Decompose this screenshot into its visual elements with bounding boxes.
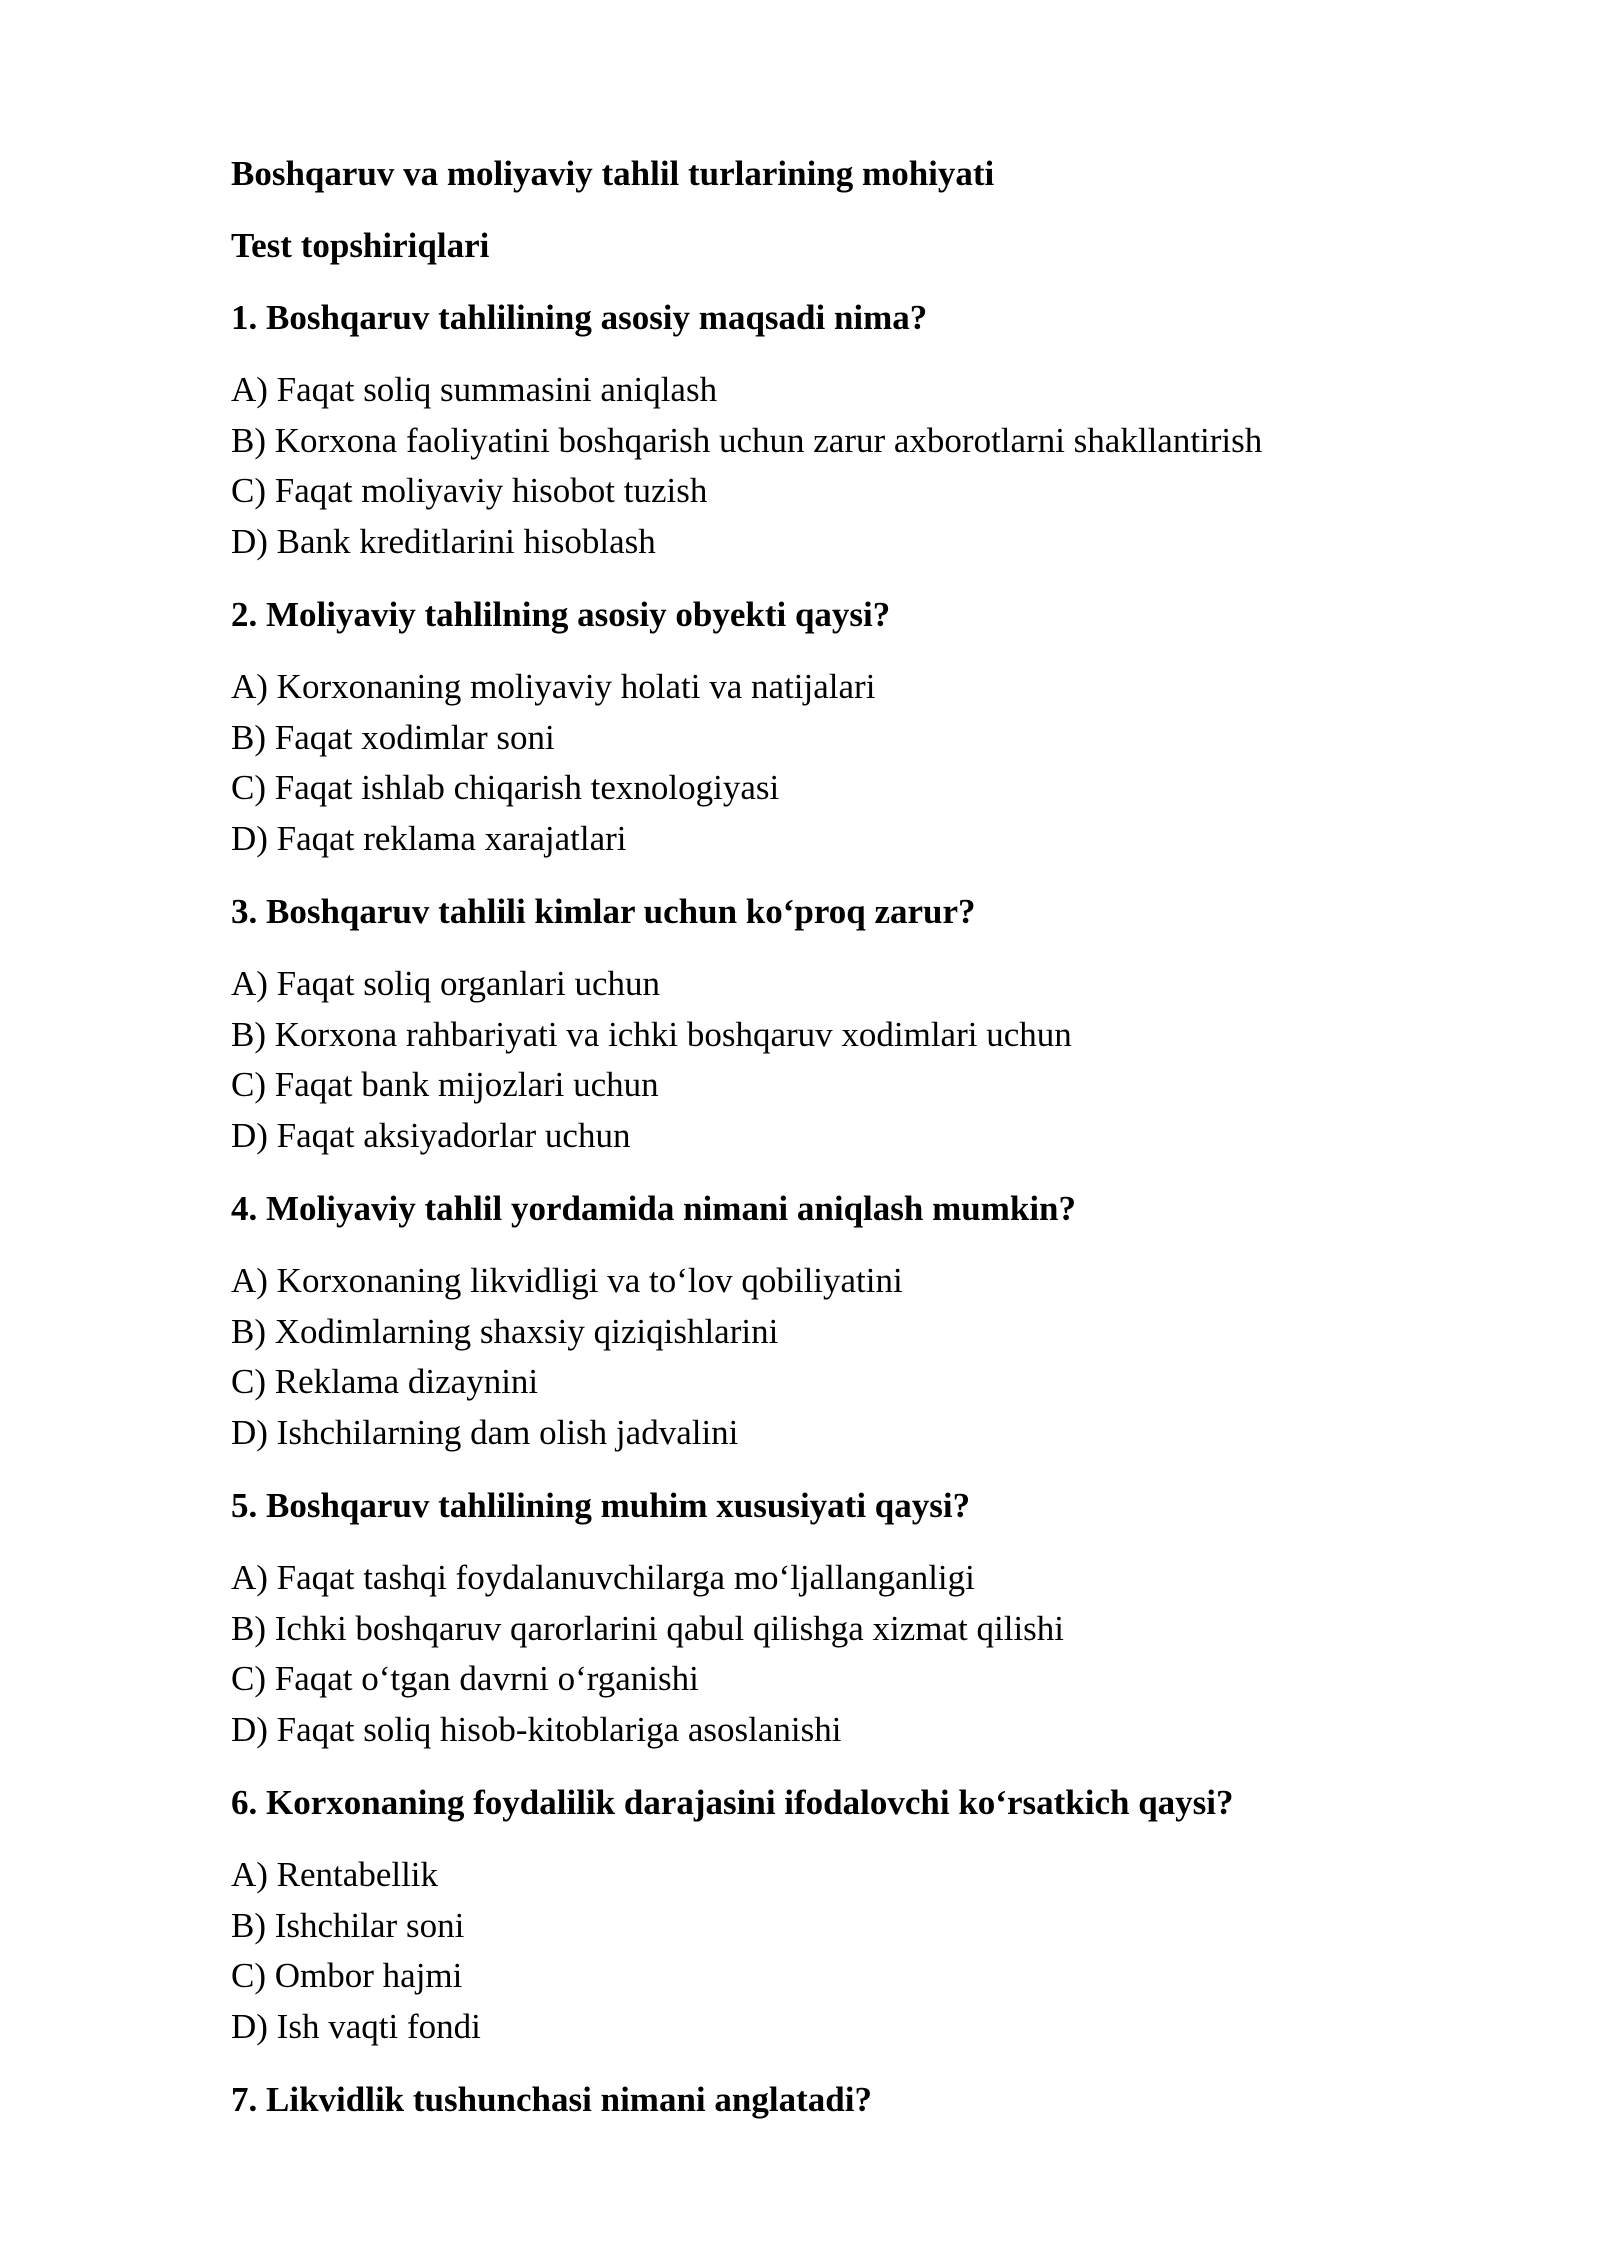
question-1 [231,294,1411,567]
answer-options [231,1553,1411,1755]
option-c: C) Faqat bank mijozlari uchun [231,1065,659,1104]
option-b: B) Korxona rahbariyati va ichki boshqaruv xodimlari uchun [231,1014,1072,1054]
answer-options [231,1850,1411,2052]
document-title: Boshqaruv va moliyaviy tahlil turlarining mohiyati [231,154,995,193]
option-b: B) Faqat xodimlar soni [231,717,555,757]
question-text: 2. Moliyaviy tahlilning asosiy obyekti qaysi? [231,595,891,634]
option-a: A) Korxonaning moliyaviy holati va natijalari [231,667,876,706]
option-c: C) Faqat moliyaviy hisobot tuzish [231,471,708,510]
option-c: C) Faqat ishlab chiqarish texnologiyasi [231,768,780,807]
option-a: A) Faqat soliq organlari uchun [231,964,660,1003]
option-c: C) Ombor hajmi [231,1956,463,1995]
option-c: C) Reklama dizaynini [231,1362,539,1401]
option-d: D) Faqat reklama xarajatlari [231,818,627,858]
question-text: 5. Boshqaruv tahlilining muhim xususiyati qaysi? [231,1486,971,1525]
question-text: 1. Boshqaruv tahlilining asosiy maqsadi nima? [231,298,928,337]
option-d: D) Ish vaqti fondi [231,2006,481,2046]
option-b: B) Ishchilar soni [231,1905,465,1945]
option-d: D) Faqat aksiyadorlar uchun [231,1115,631,1155]
option-a: A) Faqat tashqi foydalanuvchilarga mo‘ljallanganligi [231,1558,975,1597]
option-c: C) Faqat o‘tgan davrni o‘rganishi [231,1659,699,1698]
answer-options [231,1256,1411,1458]
question-text: 4. Moliyaviy tahlil yordamida nimani aniqlash mumkin? [231,1189,1077,1228]
answer-options [231,365,1411,567]
question-text: 3. Boshqaruv tahlili kimlar uchun ko‘proq zarur? [231,892,976,931]
question-text: 7. Likvidlik tushunchasi nimani anglatadi? [231,2080,872,2119]
answer-options [231,662,1411,864]
option-b: B) Xodimlarning shaxsiy qiziqishlarini [231,1311,779,1351]
option-d: D) Ishchilarning dam olish jadvalini [231,1412,739,1452]
question-6 [231,1779,1411,2052]
option-b: B) Korxona faoliyatini boshqarish uchun zarur axborotlarni shakllantirish [231,420,1263,460]
question-2 [231,591,1411,864]
question-4 [231,1185,1411,1458]
option-d: D) Faqat soliq hisob-kitoblariga asoslanishi [231,1709,842,1749]
option-a: A) Korxonaning likvidligi va to‘lov qobiliyatini [231,1261,903,1300]
question-5 [231,1482,1411,1755]
document-page [231,150,1411,2124]
document-subtitle: Test topshiriqlari [231,226,490,265]
option-a: A) Rentabellik [231,1855,439,1894]
option-d: D) Bank kreditlarini hisoblash [231,521,656,561]
option-b: B) Ichki boshqaruv qarorlarini qabul qilishga xizmat qilishi [231,1608,1065,1648]
question-7 [231,2076,1411,2124]
question-text: 6. Korxonaning foydalilik darajasini ifodalovchi ko‘rsatkich qaysi? [231,1783,1234,1822]
answer-options [231,959,1411,1161]
question-3 [231,888,1411,1161]
option-a: A) Faqat soliq summasini aniqlash [231,370,718,409]
